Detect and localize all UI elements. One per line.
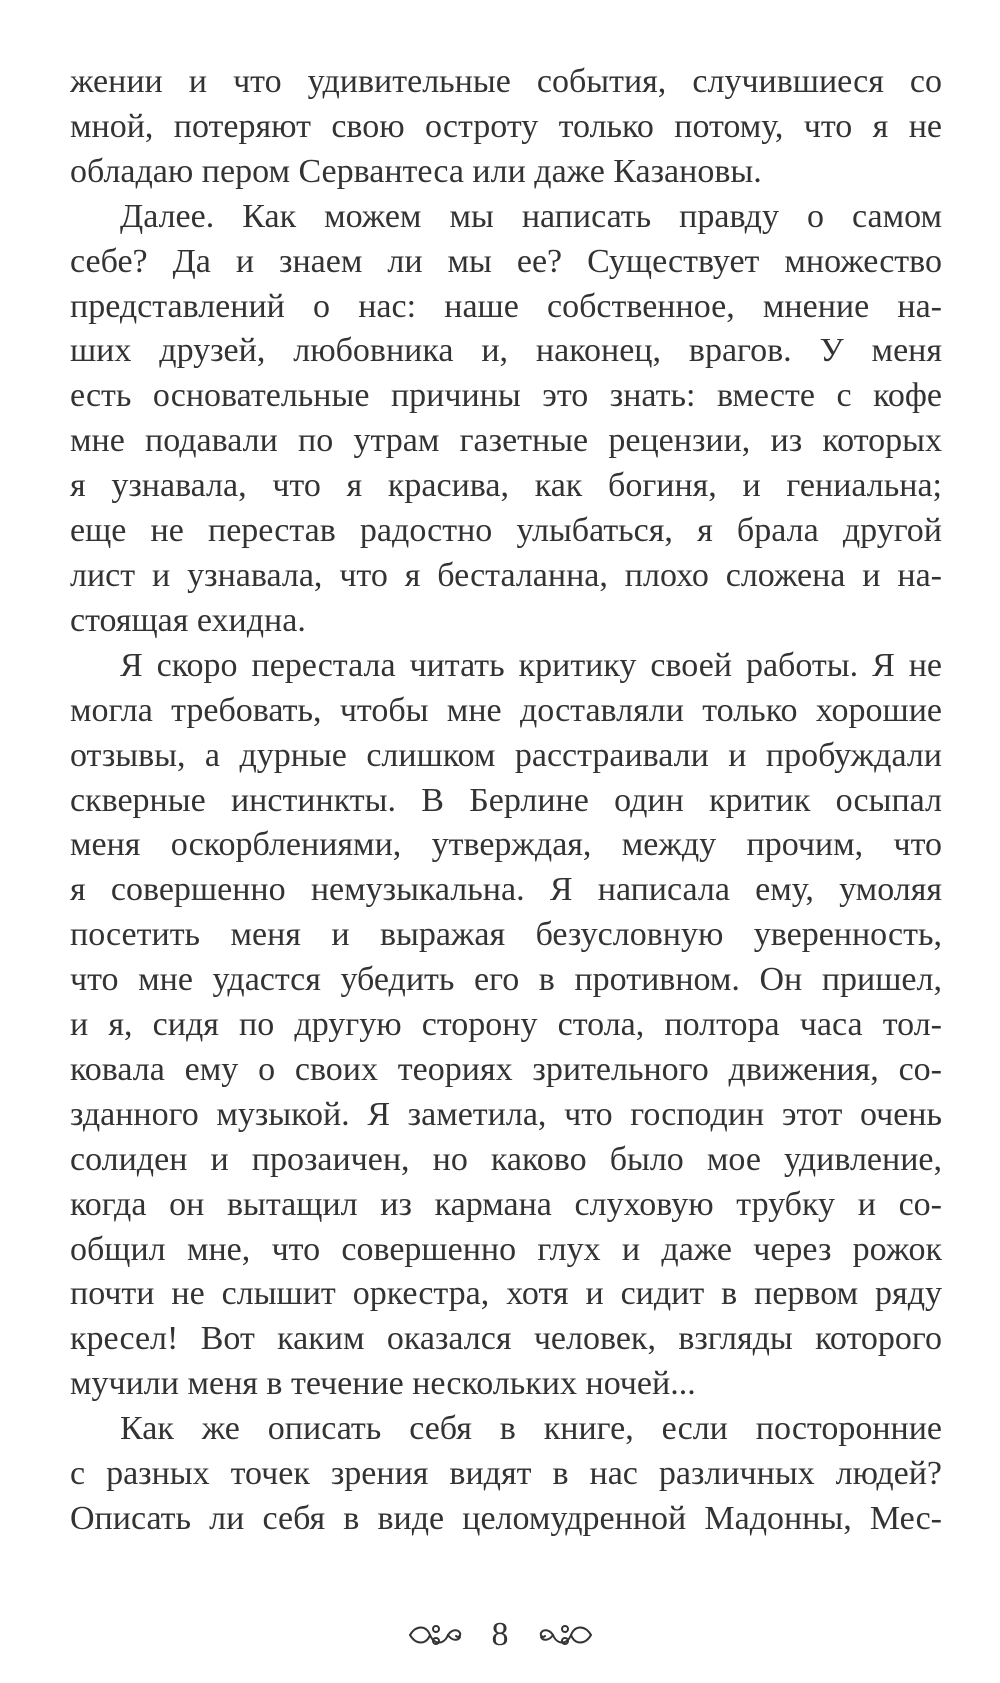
text-line: мне подавали по утрам газетные рецензии, из которых xyxy=(70,422,942,460)
text-line: общил мне, что совершенно глух и даже через рожок xyxy=(70,1230,942,1268)
text-line: обладаю пером Сервантеса или даже Казановы. xyxy=(70,152,762,190)
text-line: кресел! Вот каким оказался человек, взгляды которого xyxy=(70,1320,942,1358)
page-body xyxy=(70,60,942,1542)
text-line: ших друзей, любовника и, наконец, врагов. У меня xyxy=(70,332,942,370)
page-footer xyxy=(0,1610,1000,1660)
text-line: отзывы, а дурные слишком расстраивали и пробуждали xyxy=(70,736,942,774)
text-line: мной, потеряют свою остроту только потому, что я не xyxy=(70,107,942,145)
text-line: Далее. Как можем мы написать правду о самом xyxy=(120,197,942,235)
text-line: Я скоро перестала читать критику своей работы. Я не xyxy=(120,646,942,684)
flourish-ornament-right-icon xyxy=(535,1621,595,1649)
text-line: зданного музыкой. Я заметила, что господин этот очень xyxy=(70,1095,942,1133)
text-line: жении и что удивительные события, случившиеся со xyxy=(70,63,942,100)
paragraph-1 xyxy=(70,60,942,195)
text-line: я узнавала, что я красива, как богиня, и гениальна; xyxy=(70,467,942,505)
text-line: есть основательные причины это знать: вместе с кофе xyxy=(70,377,942,415)
text-line: еще не перестав радостно улыбаться, я брала другой xyxy=(70,512,942,550)
text-line: посетить меня и выражая безусловную уверенность, xyxy=(70,916,942,954)
text-line: ковала ему о своих теориях зрительного движения, со- xyxy=(70,1050,942,1088)
text-line: меня оскорблениями, утверждая, между прочим, что xyxy=(70,826,942,864)
text-line: себе? Да и знаем ли мы ее? Существует множество xyxy=(70,242,942,280)
text-line: и я, сидя по другую сторону стола, полтора часа тол- xyxy=(70,1006,942,1044)
paragraph-4 xyxy=(70,1407,942,1542)
text-line: представлений о нас: наше собственное, мнение на- xyxy=(70,287,942,325)
paragraph-2 xyxy=(70,195,942,644)
text-line: почти не слышит оркестра, хотя и сидит в первом ряду xyxy=(70,1275,942,1313)
paragraph-3 xyxy=(70,644,942,1407)
text-line: Описать ли себя в виде целомудренной Мадонны, Мес- xyxy=(70,1500,942,1537)
text-line: с разных точек зрения видят в нас различных людей? xyxy=(70,1455,942,1493)
flourish-ornament-left-icon xyxy=(406,1621,466,1649)
text-line: стоящая ехидна. xyxy=(70,601,306,639)
text-line: мучили меня в течение нескольких ночей... xyxy=(70,1365,696,1403)
text-line: Как же описать себя в книге, если посторонние xyxy=(120,1410,942,1448)
text-line: могла требовать, чтобы мне доставляли только хорошие xyxy=(70,691,942,729)
page-number: 8 xyxy=(491,1616,509,1653)
text-line: когда он вытащил из кармана слуховую трубку и со- xyxy=(70,1185,942,1223)
text-line: лист и узнавала, что я бесталанна, плохо сложена и на- xyxy=(70,556,942,594)
text-line: солиден и прозаичен, но каково было мое удивление, xyxy=(70,1140,942,1178)
text-line: что мне удастся убедить его в противном. Он пришел, xyxy=(70,961,942,999)
text-line: я совершенно немузыкальна. Я написала ему, умоляя xyxy=(70,871,942,909)
text-line: скверные инстинкты. В Берлине один критик осыпал xyxy=(70,781,942,819)
